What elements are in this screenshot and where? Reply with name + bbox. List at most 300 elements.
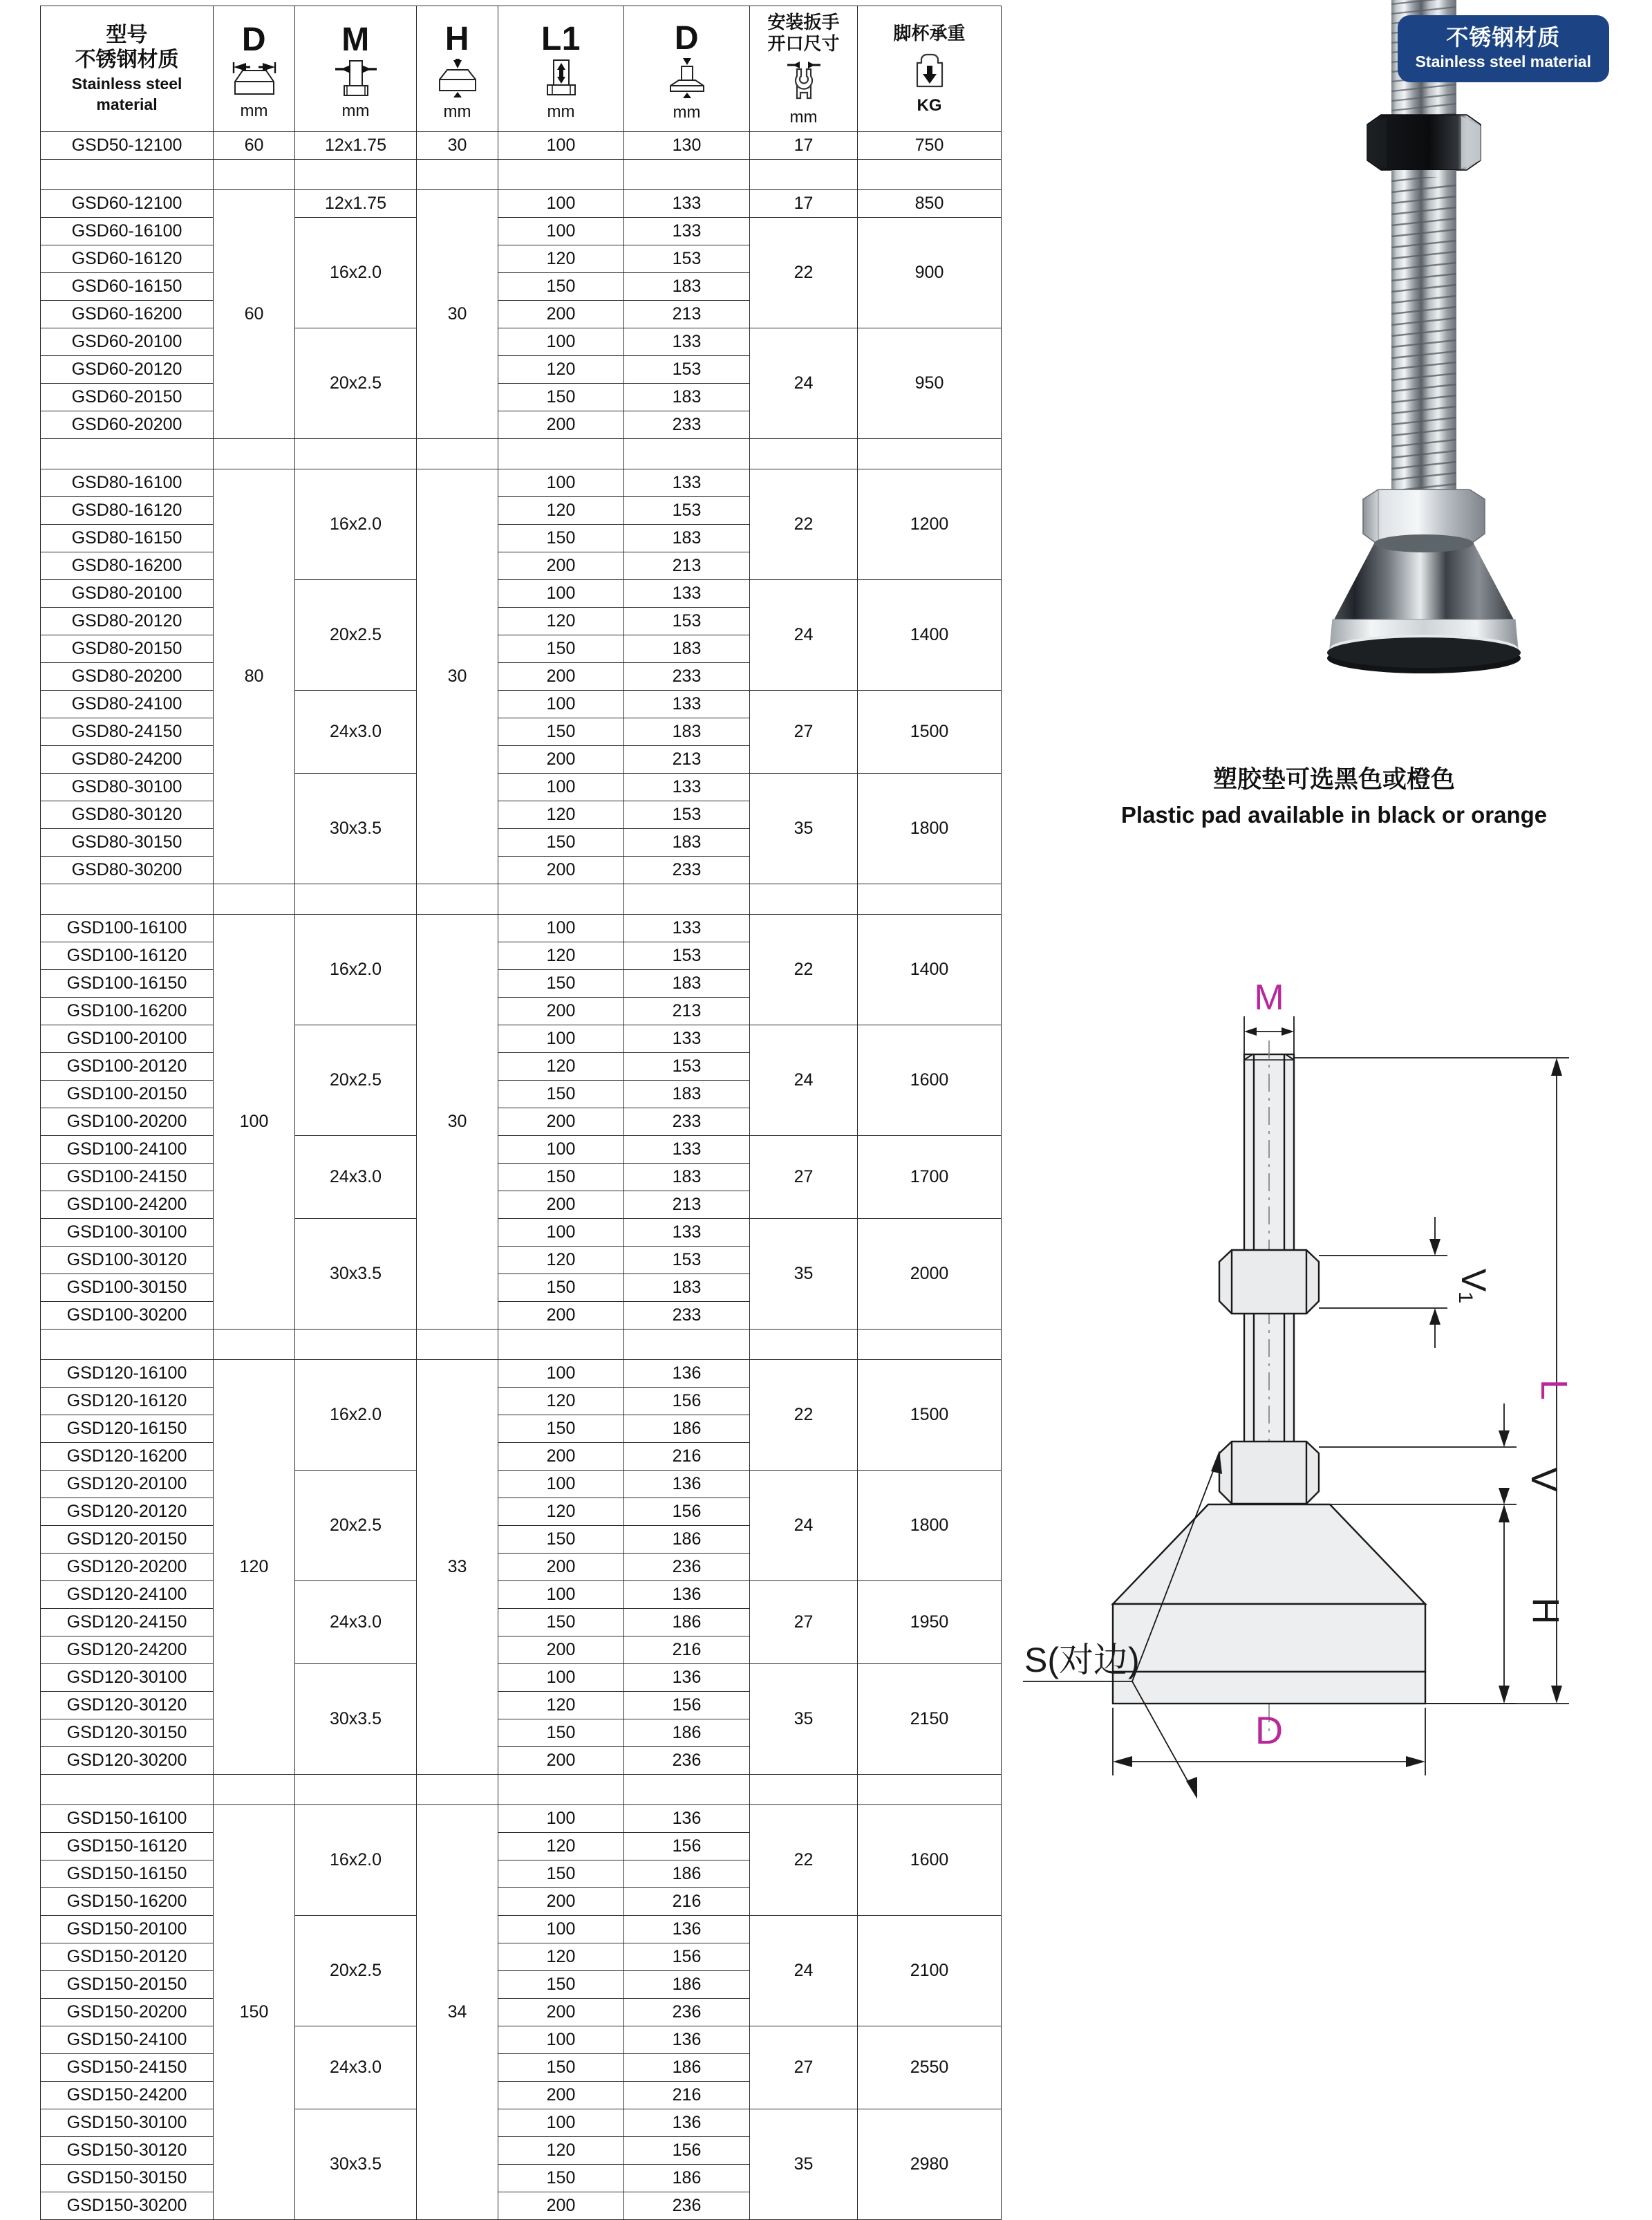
header-unit-S: mm <box>789 108 818 127</box>
cell-model: GSD80-30100 <box>41 774 214 801</box>
group-spacer-row <box>41 884 1002 915</box>
cell-model: GSD120-20120 <box>41 1498 214 1526</box>
header-base-height <box>417 6 498 132</box>
cell-wrench-size: 27 <box>750 1136 858 1219</box>
cell-stud-length: 100 <box>498 1664 624 1692</box>
cell-model: GSD100-16120 <box>41 942 214 970</box>
spacer-cell <box>417 160 498 190</box>
header-letter-D1: D <box>241 21 267 59</box>
cell-overall-height: 133 <box>624 469 750 497</box>
spacer-cell <box>750 160 858 190</box>
cell-stud-length: 150 <box>498 1860 624 1888</box>
cell-model: GSD80-16120 <box>41 497 214 525</box>
table-row <box>41 691 1002 718</box>
cell-thread: 20x2.5 <box>295 1471 417 1581</box>
cell-wrench-size: 22 <box>750 469 858 580</box>
cell-overall-height: 130 <box>624 132 750 160</box>
cell-base-height: 30 <box>417 190 498 439</box>
spacer-cell <box>624 160 750 190</box>
spacer-cell <box>295 439 417 469</box>
stainless-steel-badge <box>1398 15 1609 82</box>
spacer-cell <box>750 439 858 469</box>
cell-wrench-size: 22 <box>750 218 858 328</box>
cell-model: GSD80-24200 <box>41 746 214 774</box>
cell-load-capacity: 850 <box>858 190 1002 218</box>
cell-stud-length: 150 <box>498 525 624 552</box>
cell-stud-length: 200 <box>498 552 624 580</box>
cell-thread: 20x2.5 <box>295 1916 417 2026</box>
cell-stud-length: 120 <box>498 1247 624 1274</box>
cell-overall-height: 156 <box>624 1833 750 1860</box>
cell-load-capacity: 1800 <box>858 1471 1002 1581</box>
cell-stud-length: 100 <box>498 190 624 218</box>
cell-stud-length: 150 <box>498 635 624 663</box>
cell-stud-length: 120 <box>498 1692 624 1719</box>
label-H: H <box>1525 1597 1566 1625</box>
cell-stud-length: 100 <box>498 1219 624 1247</box>
cell-stud-length: 120 <box>498 1943 624 1971</box>
cell-stud-length: 100 <box>498 469 624 497</box>
cell-overall-height: 236 <box>624 2192 750 2220</box>
header-letter-D2: D <box>674 20 700 57</box>
cell-thread: 16x2.0 <box>295 1805 417 1916</box>
cell-wrench-size: 24 <box>750 1471 858 1581</box>
spacer-cell <box>498 160 624 190</box>
cell-stud-length: 100 <box>498 132 624 160</box>
cell-base-height: 30 <box>417 915 498 1330</box>
spacer-cell <box>498 439 624 469</box>
cell-stud-length: 100 <box>498 2109 624 2137</box>
cell-model: GSD150-16120 <box>41 1833 214 1860</box>
cell-wrench-size: 24 <box>750 1025 858 1136</box>
cell-stud-length: 200 <box>498 411 624 439</box>
cell-load-capacity: 1400 <box>858 915 1002 1025</box>
cell-overall-height: 186 <box>624 1971 750 1999</box>
cell-stud-length: 120 <box>498 801 624 829</box>
cell-thread: 20x2.5 <box>295 328 417 439</box>
spacer-cell <box>624 1775 750 1805</box>
cell-overall-height: 133 <box>624 580 750 608</box>
cell-stud-length: 120 <box>498 2137 624 2165</box>
cell-model: GSD80-16100 <box>41 469 214 497</box>
cell-overall-height: 233 <box>624 1108 750 1136</box>
cell-thread: 20x2.5 <box>295 580 417 691</box>
header-overall-height <box>624 6 750 132</box>
cell-load-capacity: 1800 <box>858 774 1002 884</box>
cell-base-diameter: 150 <box>214 1805 295 2220</box>
table-row <box>41 1581 1002 1609</box>
cell-thread: 20x2.5 <box>295 1025 417 1136</box>
spacer-cell <box>41 160 214 190</box>
spacer-cell <box>498 884 624 915</box>
table-row <box>41 774 1002 801</box>
cell-model: GSD120-30150 <box>41 1719 214 1747</box>
cell-load-capacity: 1600 <box>858 1805 1002 1916</box>
header-model <box>41 6 214 132</box>
header-letter-H: H <box>444 21 470 58</box>
cell-base-diameter: 100 <box>214 915 295 1330</box>
cell-overall-height: 213 <box>624 301 750 328</box>
cell-overall-height: 136 <box>624 1664 750 1692</box>
cell-model: GSD120-24150 <box>41 1609 214 1636</box>
table-row <box>41 2109 1002 2137</box>
cell-wrench-size: 22 <box>750 915 858 1025</box>
cell-model: GSD120-24200 <box>41 1636 214 1664</box>
cell-overall-height: 186 <box>624 1415 750 1443</box>
spacer-cell <box>417 439 498 469</box>
cell-overall-height: 216 <box>624 1888 750 1916</box>
cell-model: GSD80-30120 <box>41 801 214 829</box>
cell-stud-length: 100 <box>498 218 624 245</box>
cell-base-height: 33 <box>417 1360 498 1775</box>
cell-overall-height: 136 <box>624 2026 750 2054</box>
cell-stud-length: 150 <box>498 1609 624 1636</box>
cell-stud-length: 200 <box>498 998 624 1025</box>
badge-text-cn: 不锈钢材质 <box>1446 25 1561 50</box>
cell-overall-height: 183 <box>624 1081 750 1108</box>
cell-overall-height: 133 <box>624 691 750 718</box>
cell-base-height: 30 <box>417 132 498 160</box>
cell-overall-height: 233 <box>624 411 750 439</box>
cell-overall-height: 153 <box>624 1053 750 1081</box>
cell-wrench-size: 35 <box>750 2109 858 2220</box>
spacer-cell <box>417 1330 498 1360</box>
cell-stud-length: 100 <box>498 2026 624 2054</box>
cell-wrench-size: 27 <box>750 2026 858 2109</box>
cell-thread: 24x3.0 <box>295 2026 417 2109</box>
spacer-cell <box>41 439 214 469</box>
cell-model: GSD50-12100 <box>41 132 214 160</box>
cell-overall-height: 153 <box>624 497 750 525</box>
cell-overall-height: 186 <box>624 2165 750 2192</box>
cell-overall-height: 136 <box>624 1360 750 1388</box>
table-row <box>41 1136 1002 1164</box>
cell-overall-height: 213 <box>624 552 750 580</box>
cell-overall-height: 133 <box>624 1136 750 1164</box>
cell-overall-height: 133 <box>624 1025 750 1053</box>
cell-overall-height: 153 <box>624 801 750 829</box>
cell-model: GSD150-16100 <box>41 1805 214 1833</box>
cell-base-height: 30 <box>417 469 498 884</box>
cell-load-capacity: 1500 <box>858 691 1002 774</box>
cell-overall-height: 183 <box>624 1274 750 1302</box>
cell-stud-length: 150 <box>498 1415 624 1443</box>
cell-overall-height: 133 <box>624 328 750 356</box>
cell-model: GSD100-20150 <box>41 1081 214 1108</box>
cell-load-capacity: 2100 <box>858 1916 1002 2026</box>
cell-stud-length: 100 <box>498 1025 624 1053</box>
cell-wrench-size: 17 <box>750 132 858 160</box>
table-row <box>41 2026 1002 2054</box>
cell-load-capacity: 900 <box>858 218 1002 328</box>
header-letter-L1: L1 <box>541 21 581 58</box>
cell-thread: 12x1.75 <box>295 190 417 218</box>
cell-stud-length: 100 <box>498 1916 624 1943</box>
cell-overall-height: 183 <box>624 635 750 663</box>
label-V1: V₁ <box>1454 1268 1493 1304</box>
spacer-cell <box>750 884 858 915</box>
cell-load-capacity: 1950 <box>858 1581 1002 1664</box>
cell-load-capacity: 1500 <box>858 1360 1002 1471</box>
spacer-cell <box>624 1330 750 1360</box>
cell-stud-length: 120 <box>498 942 624 970</box>
cell-stud-length: 150 <box>498 384 624 411</box>
cell-load-capacity: 1200 <box>858 469 1002 580</box>
cell-model: GSD80-24150 <box>41 718 214 746</box>
cell-overall-height: 233 <box>624 857 750 884</box>
cell-thread: 24x3.0 <box>295 1136 417 1219</box>
photo-caption <box>1016 764 1652 830</box>
cell-overall-height: 216 <box>624 1443 750 1471</box>
group-spacer-row <box>41 439 1002 469</box>
cell-model: GSD150-16200 <box>41 1888 214 1916</box>
cell-model: GSD100-20120 <box>41 1053 214 1081</box>
spacer-cell <box>214 160 295 190</box>
header-letter-M: M <box>341 21 370 59</box>
cell-stud-length: 120 <box>498 245 624 273</box>
table-row <box>41 1916 1002 1943</box>
cell-model: GSD80-30200 <box>41 857 214 884</box>
label-S: S(对边) <box>1024 1641 1140 1679</box>
cell-model: GSD150-30100 <box>41 2109 214 2137</box>
cell-overall-height: 183 <box>624 525 750 552</box>
cell-overall-height: 183 <box>624 1164 750 1191</box>
cell-stud-length: 100 <box>498 580 624 608</box>
technical-drawing <box>1016 978 1652 1867</box>
cell-thread: 24x3.0 <box>295 691 417 774</box>
table-row <box>41 1025 1002 1053</box>
cell-wrench-size: 22 <box>750 1805 858 1916</box>
cell-thread: 30x3.5 <box>295 774 417 884</box>
spacer-cell <box>214 1330 295 1360</box>
cell-overall-height: 186 <box>624 1719 750 1747</box>
spacer-cell <box>498 1775 624 1805</box>
cell-overall-height: 156 <box>624 1498 750 1526</box>
cell-model: GSD150-30200 <box>41 2192 214 2220</box>
cell-load-capacity: 2150 <box>858 1664 1002 1775</box>
cell-stud-length: 120 <box>498 497 624 525</box>
table-row <box>41 580 1002 608</box>
cell-load-capacity: 1700 <box>858 1136 1002 1219</box>
table-row <box>41 1360 1002 1388</box>
spacer-cell <box>624 439 750 469</box>
cell-overall-height: 136 <box>624 1581 750 1609</box>
cell-load-capacity: 2550 <box>858 2026 1002 2109</box>
header-wrench-size <box>750 6 858 132</box>
cell-stud-length: 200 <box>498 746 624 774</box>
cell-load-capacity: 1400 <box>858 580 1002 691</box>
header-unit-H: mm <box>443 102 471 121</box>
cell-stud-length: 200 <box>498 857 624 884</box>
cell-stud-length: 120 <box>498 356 624 384</box>
leveling-foot-illustration <box>1320 0 1528 754</box>
photo-caption-en: Plastic pad available in black or orange <box>1120 801 1548 828</box>
cell-load-capacity: 750 <box>858 132 1002 160</box>
spec-table-body <box>41 132 1002 2220</box>
label-M: M <box>1254 978 1284 1018</box>
photo-caption-cn: 塑胶垫可选黑色或橙色 <box>1212 766 1455 793</box>
group-spacer-row <box>41 1775 1002 1805</box>
cell-stud-length: 120 <box>498 608 624 635</box>
cell-stud-length: 200 <box>498 1747 624 1775</box>
cell-thread: 16x2.0 <box>295 469 417 580</box>
spacer-cell <box>41 1330 214 1360</box>
spacer-cell <box>750 1775 858 1805</box>
cell-model: GSD150-20200 <box>41 1999 214 2026</box>
group-spacer-row <box>41 160 1002 190</box>
badge-text-en: Stainless steel material <box>1415 52 1591 71</box>
table-row <box>41 132 1002 160</box>
table-row <box>41 1219 1002 1247</box>
cell-model: GSD150-20150 <box>41 1971 214 1999</box>
group-spacer-row <box>41 1330 1002 1360</box>
cell-overall-height: 213 <box>624 746 750 774</box>
stud-length-icon <box>498 59 623 101</box>
cell-stud-length: 150 <box>498 273 624 301</box>
cell-overall-height: 186 <box>624 1609 750 1636</box>
cell-stud-length: 100 <box>498 1471 624 1498</box>
cell-stud-length: 120 <box>498 1388 624 1415</box>
cell-model: GSD100-30150 <box>41 1274 214 1302</box>
cell-base-diameter: 120 <box>214 1360 295 1775</box>
cell-model: GSD80-20200 <box>41 663 214 691</box>
table-row <box>41 469 1002 497</box>
cell-overall-height: 136 <box>624 1805 750 1833</box>
overall-height-icon <box>624 58 749 102</box>
cell-stud-length: 100 <box>498 1581 624 1609</box>
cell-model: GSD80-20100 <box>41 580 214 608</box>
cell-model: GSD150-20120 <box>41 1943 214 1971</box>
cell-stud-length: 200 <box>498 663 624 691</box>
cell-stud-length: 200 <box>498 2192 624 2220</box>
table-row <box>41 190 1002 218</box>
cell-model: GSD150-20100 <box>41 1916 214 1943</box>
cell-wrench-size: 24 <box>750 1916 858 2026</box>
cell-thread: 16x2.0 <box>295 1360 417 1471</box>
cell-overall-height: 186 <box>624 1526 750 1554</box>
header-unit-KG: KG <box>917 96 942 115</box>
header-unit-L1: mm <box>547 102 575 121</box>
cell-model: GSD60-12100 <box>41 190 214 218</box>
cell-model: GSD100-16150 <box>41 970 214 998</box>
cell-model: GSD120-16150 <box>41 1415 214 1443</box>
cell-overall-height: 153 <box>624 356 750 384</box>
cell-model: GSD60-16100 <box>41 218 214 245</box>
header-unit-D1: mm <box>240 101 268 120</box>
cell-overall-height: 153 <box>624 942 750 970</box>
cell-model: GSD150-24100 <box>41 2026 214 2054</box>
right-panel <box>1016 0 1652 1869</box>
cell-wrench-size: 24 <box>750 580 858 691</box>
spacer-cell <box>858 439 1002 469</box>
cell-overall-height: 136 <box>624 2109 750 2137</box>
cell-stud-length: 200 <box>498 1636 624 1664</box>
cell-stud-length: 150 <box>498 2165 624 2192</box>
cell-stud-length: 150 <box>498 829 624 857</box>
load-weight-icon <box>858 48 1001 95</box>
spacer-cell <box>624 884 750 915</box>
header-model-en: Stainless steel material <box>71 74 182 113</box>
table-row <box>41 915 1002 942</box>
cell-stud-length: 150 <box>498 1971 624 1999</box>
cell-overall-height: 236 <box>624 1554 750 1581</box>
cell-stud-length: 120 <box>498 1498 624 1526</box>
cell-model: GSD120-30120 <box>41 1692 214 1719</box>
cell-stud-length: 200 <box>498 1191 624 1219</box>
cell-wrench-size: 24 <box>750 328 858 439</box>
cell-wrench-size: 22 <box>750 1360 858 1471</box>
cell-stud-length: 150 <box>498 2054 624 2082</box>
cell-stud-length: 150 <box>498 1526 624 1554</box>
cell-overall-height: 186 <box>624 2054 750 2082</box>
cell-overall-height: 156 <box>624 1692 750 1719</box>
spacer-cell <box>417 884 498 915</box>
cell-base-height: 34 <box>417 1805 498 2220</box>
cell-stud-length: 150 <box>498 1274 624 1302</box>
spacer-cell <box>214 1775 295 1805</box>
cell-stud-length: 100 <box>498 1136 624 1164</box>
cell-load-capacity: 2980 <box>858 2109 1002 2220</box>
thread-diameter-icon <box>295 59 416 100</box>
cell-base-diameter: 60 <box>214 190 295 439</box>
table-row <box>41 1664 1002 1692</box>
base-width-icon <box>214 59 294 100</box>
cell-overall-height: 153 <box>624 245 750 273</box>
cell-model: GSD120-16200 <box>41 1443 214 1471</box>
cell-overall-height: 183 <box>624 970 750 998</box>
spacer-cell <box>858 884 1002 915</box>
cell-base-diameter: 60 <box>214 132 295 160</box>
cell-wrench-size: 35 <box>750 1219 858 1330</box>
cell-thread: 30x3.5 <box>295 1219 417 1330</box>
cell-stud-length: 100 <box>498 1805 624 1833</box>
header-model-cn-2: 不锈钢材质 <box>75 48 179 71</box>
header-load-capacity <box>858 6 1002 132</box>
cell-overall-height: 136 <box>624 1916 750 1943</box>
cell-model: GSD100-30120 <box>41 1247 214 1274</box>
cell-model: GSD60-20200 <box>41 411 214 439</box>
cell-model: GSD100-30200 <box>41 1302 214 1330</box>
label-D: D <box>1255 1708 1284 1752</box>
spacer-cell <box>41 1775 214 1805</box>
cell-model: GSD100-20100 <box>41 1025 214 1053</box>
cell-model: GSD150-30150 <box>41 2165 214 2192</box>
cell-overall-height: 186 <box>624 1860 750 1888</box>
cell-wrench-size: 35 <box>750 774 858 884</box>
cell-overall-height: 153 <box>624 1247 750 1274</box>
cell-model: GSD60-20120 <box>41 356 214 384</box>
cell-model: GSD150-30120 <box>41 2137 214 2165</box>
cell-overall-height: 183 <box>624 273 750 301</box>
cell-overall-height: 183 <box>624 829 750 857</box>
cell-overall-height: 156 <box>624 1943 750 1971</box>
cell-model: GSD150-16150 <box>41 1860 214 1888</box>
table-header-row <box>41 6 1002 132</box>
cell-model: GSD80-16200 <box>41 552 214 580</box>
cell-model: GSD60-16120 <box>41 245 214 273</box>
cell-stud-length: 200 <box>498 1302 624 1330</box>
header-wrench-cn-2: 开口尺寸 <box>767 33 840 55</box>
cell-model: GSD60-20150 <box>41 384 214 411</box>
cell-stud-length: 200 <box>498 1108 624 1136</box>
cell-overall-height: 136 <box>624 1471 750 1498</box>
cell-model: GSD60-16150 <box>41 273 214 301</box>
cell-thread: 30x3.5 <box>295 1664 417 1775</box>
cell-thread: 16x2.0 <box>295 915 417 1025</box>
table-row <box>41 1805 1002 1833</box>
spacer-cell <box>858 160 1002 190</box>
label-L: L <box>1533 1379 1575 1401</box>
